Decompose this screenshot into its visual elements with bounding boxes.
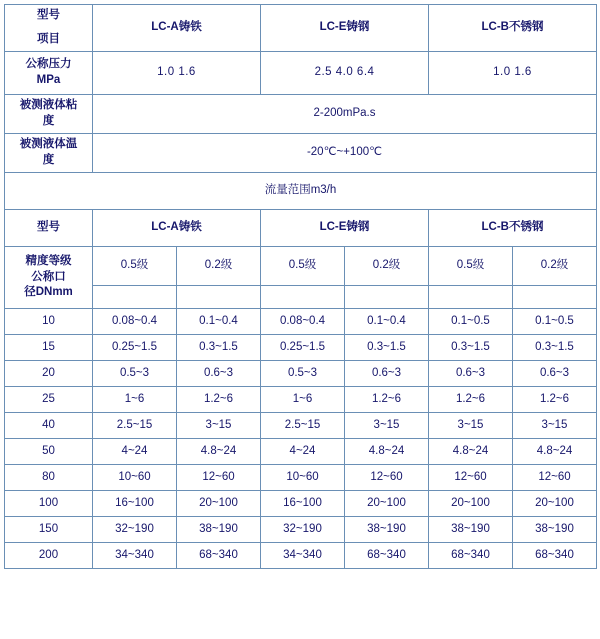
cell-cast-steel-05: 34~340	[261, 543, 345, 569]
spacer-2	[177, 286, 261, 309]
cell-cast-steel-05: 4~24	[261, 439, 345, 465]
cell-cast-iron-02: 68~340	[177, 543, 261, 569]
cell-cast-iron-02: 0.6~3	[177, 361, 261, 387]
cell-stainless-02: 68~340	[513, 543, 597, 569]
flow-range-banner: 流量范围m3/h	[5, 173, 597, 210]
dn-value: 150	[5, 517, 93, 543]
cell-cast-iron-05: 16~100	[93, 491, 177, 517]
specification-table	[4, 4, 597, 569]
cell-cast-iron-02: 0.3~1.5	[177, 335, 261, 361]
label-accuracy-grade: 精度等级	[25, 255, 72, 268]
grade-cast-steel-05: 0.5级	[261, 247, 345, 286]
cell-stainless-05: 0.1~0.5	[429, 309, 513, 335]
cell-stainless-02: 4.8~24	[513, 439, 597, 465]
cell-stainless-05: 3~15	[429, 413, 513, 439]
cell-stainless-02: 0.6~3	[513, 361, 597, 387]
cell-cast-iron-02: 3~15	[177, 413, 261, 439]
cell-stainless-05: 38~190	[429, 517, 513, 543]
table-row-model-header	[5, 5, 597, 52]
label-nominal-pressure-line1: 公称压力	[25, 58, 72, 71]
label-temperature-line2: 度	[42, 154, 55, 166]
table-row-model-header-2	[5, 210, 597, 247]
table-row	[5, 491, 597, 517]
cell-cast-steel-05: 10~60	[261, 465, 345, 491]
grade-cast-steel-02: 0.2级	[345, 247, 429, 286]
label-viscosity	[5, 95, 93, 134]
model-header-stainless: LC-B不锈钢	[429, 5, 597, 52]
cell-cast-iron-02: 20~100	[177, 491, 261, 517]
cell-cast-iron-02: 1.2~6	[177, 387, 261, 413]
cell-cast-steel-05: 0.5~3	[261, 361, 345, 387]
table-row	[5, 361, 597, 387]
dn-value: 40	[5, 413, 93, 439]
dn-value: 15	[5, 335, 93, 361]
cell-cast-iron-05: 32~190	[93, 517, 177, 543]
cell-cast-iron-05: 34~340	[93, 543, 177, 569]
cell-cast-iron-02: 0.1~0.4	[177, 309, 261, 335]
cell-stainless-02: 3~15	[513, 413, 597, 439]
cell-cast-iron-05: 10~60	[93, 465, 177, 491]
corner-label-cell	[5, 5, 93, 52]
cell-stainless-05: 1.2~6	[429, 387, 513, 413]
cell-stainless-05: 12~60	[429, 465, 513, 491]
label-nominal-diameter-line1: 公称口	[31, 270, 66, 283]
dn-value: 200	[5, 543, 93, 569]
cell-stainless-02: 20~100	[513, 491, 597, 517]
table-row-viscosity	[5, 95, 597, 134]
table-row	[5, 543, 597, 569]
model-header-cast-steel: LC-E铸钢	[261, 5, 429, 52]
label-viscosity-line2: 度	[42, 115, 55, 127]
grade-cast-iron-02: 0.2级	[177, 247, 261, 286]
table-row	[5, 335, 597, 361]
label-nominal-diameter-line2: 径DNmm	[24, 286, 73, 299]
grade-stainless-02: 0.2级	[513, 247, 597, 286]
label-viscosity-line1: 被测液体粘	[19, 99, 78, 112]
spacer-4	[345, 286, 429, 309]
cell-stainless-05: 4.8~24	[429, 439, 513, 465]
pressure-value-stainless: 1.0 1.6	[429, 52, 597, 95]
cell-stainless-02: 1.2~6	[513, 387, 597, 413]
model2-header-cast-steel: LC-E铸钢	[261, 210, 429, 247]
cell-cast-iron-05: 1~6	[93, 387, 177, 413]
cell-cast-iron-05: 4~24	[93, 439, 177, 465]
pressure-value-cast-steel: 2.5 4.0 6.4	[261, 52, 429, 95]
cell-cast-steel-05: 2.5~15	[261, 413, 345, 439]
cell-cast-steel-02: 0.1~0.4	[345, 309, 429, 335]
grade-stainless-05: 0.5级	[429, 247, 513, 286]
spacer-6	[513, 286, 597, 309]
cell-cast-steel-02: 38~190	[345, 517, 429, 543]
cell-stainless-05: 20~100	[429, 491, 513, 517]
cell-stainless-02: 0.1~0.5	[513, 309, 597, 335]
cell-cast-steel-05: 0.08~0.4	[261, 309, 345, 335]
cell-cast-iron-05: 2.5~15	[93, 413, 177, 439]
cell-cast-steel-02: 68~340	[345, 543, 429, 569]
cell-cast-steel-02: 0.3~1.5	[345, 335, 429, 361]
dn-value: 10	[5, 309, 93, 335]
cell-cast-iron-05: 0.5~3	[93, 361, 177, 387]
table-row	[5, 465, 597, 491]
cell-stainless-05: 0.6~3	[429, 361, 513, 387]
cell-cast-steel-02: 4.8~24	[345, 439, 429, 465]
table-row	[5, 387, 597, 413]
table-row-nominal-pressure	[5, 52, 597, 95]
table-row-accuracy-grade	[5, 247, 597, 286]
label-temperature-line1: 被测液体温	[19, 138, 78, 151]
cell-cast-iron-05: 0.08~0.4	[93, 309, 177, 335]
dn-value: 80	[5, 465, 93, 491]
pressure-value-cast-iron: 1.0 1.6	[93, 52, 261, 95]
cell-cast-steel-02: 20~100	[345, 491, 429, 517]
cell-cast-steel-02: 3~15	[345, 413, 429, 439]
table-row	[5, 517, 597, 543]
cell-cast-iron-02: 4.8~24	[177, 439, 261, 465]
corner-label-model: 型号	[37, 9, 60, 21]
cell-cast-steel-05: 16~100	[261, 491, 345, 517]
spacer-3	[261, 286, 345, 309]
dn-value: 100	[5, 491, 93, 517]
table-row-grade-spacer	[5, 286, 597, 309]
temperature-value: -20℃~+100℃	[93, 134, 597, 173]
cell-cast-steel-05: 0.25~1.5	[261, 335, 345, 361]
model2-header-stainless: LC-B不锈钢	[429, 210, 597, 247]
dn-value: 20	[5, 361, 93, 387]
cell-stainless-05: 68~340	[429, 543, 513, 569]
cell-cast-iron-02: 12~60	[177, 465, 261, 491]
viscosity-value: 2-200mPa.s	[93, 95, 597, 134]
label-temperature	[5, 134, 93, 173]
spacer-1	[93, 286, 177, 309]
table-row-flow-range	[5, 173, 597, 210]
label-model-2: 型号	[5, 210, 93, 247]
table-row	[5, 439, 597, 465]
label-accuracy-and-dn	[5, 247, 93, 309]
label-nominal-pressure-line2: MPa	[36, 74, 61, 86]
dn-value: 50	[5, 439, 93, 465]
label-nominal-pressure	[5, 52, 93, 95]
cell-cast-steel-02: 12~60	[345, 465, 429, 491]
cell-cast-steel-02: 1.2~6	[345, 387, 429, 413]
model-header-cast-iron: LC-A铸铁	[93, 5, 261, 52]
table-row	[5, 413, 597, 439]
table-row	[5, 309, 597, 335]
cell-cast-steel-05: 32~190	[261, 517, 345, 543]
cell-cast-iron-02: 38~190	[177, 517, 261, 543]
cell-cast-steel-05: 1~6	[261, 387, 345, 413]
cell-cast-steel-02: 0.6~3	[345, 361, 429, 387]
model2-header-cast-iron: LC-A铸铁	[93, 210, 261, 247]
table-row-temperature	[5, 134, 597, 173]
grade-cast-iron-05: 0.5级	[93, 247, 177, 286]
cell-stainless-02: 0.3~1.5	[513, 335, 597, 361]
spacer-5	[429, 286, 513, 309]
dn-value: 25	[5, 387, 93, 413]
corner-label-item: 项目	[37, 33, 60, 46]
cell-stainless-05: 0.3~1.5	[429, 335, 513, 361]
cell-stainless-02: 38~190	[513, 517, 597, 543]
cell-stainless-02: 12~60	[513, 465, 597, 491]
cell-cast-iron-05: 0.25~1.5	[93, 335, 177, 361]
